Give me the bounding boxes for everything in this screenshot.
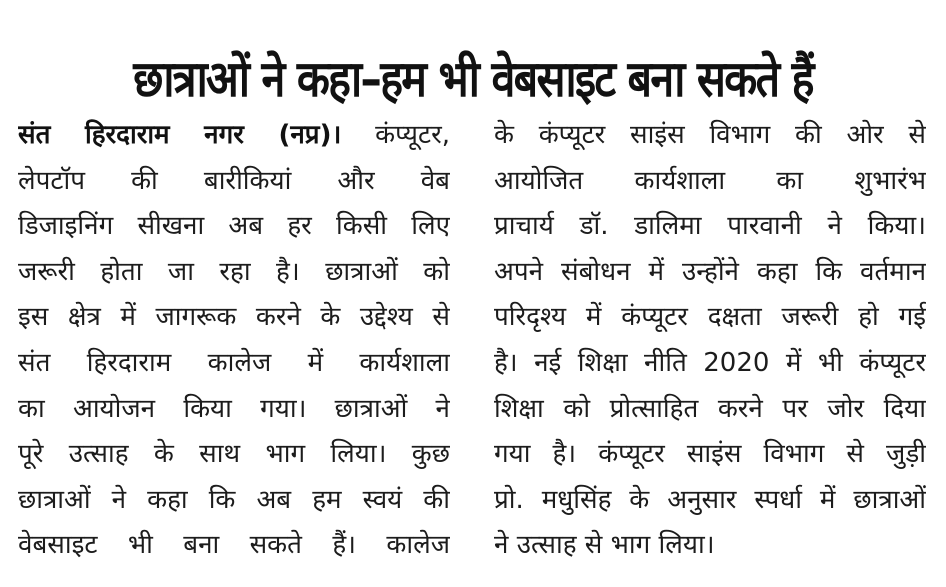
article-line: वेबसाइट भी बना सकते हैं। कालेज [18, 530, 450, 561]
headline: छात्राओं ने कहा–हम भी वेबसाइट बना सकते हैं [133, 49, 813, 108]
article-line: पूरे उत्साह के साथ भाग लिया। कुछ [18, 439, 450, 470]
article-line: प्राचार्य डॉ. डालिमा पारवानी ने किया। [494, 211, 926, 242]
article-line: लेपटॉप की बारीकियां और वेब [18, 165, 450, 196]
article-line: छात्राओं ने कहा कि अब हम स्वयं की [18, 484, 450, 515]
article-line: के कंप्यूटर साइंस विभाग की ओर से [494, 120, 926, 150]
dateline: संत हिरदाराम नगर (नप्र)। [18, 120, 342, 150]
article-line: गया है। कंप्यूटर साइंस विभाग से जुड़ी [494, 439, 926, 470]
article-column-left [18, 113, 450, 569]
article-line: प्रो. मधुसिंह के अनुसार स्पर्धा में छात्राओं [494, 484, 926, 515]
article-line: जरूरी होता जा रहा है। छात्राओं को [18, 256, 450, 287]
article-line: अपने संबोधन में उन्होंने कहा कि वर्तमान [494, 256, 926, 287]
article-column-right [494, 113, 926, 569]
article-line: इस क्षेत्र में जागरूक करने के उद्देश्य से [18, 302, 450, 333]
article-line [18, 113, 450, 159]
article-line: शिक्षा को प्रोत्साहित करने पर जोर दिया [494, 393, 926, 424]
article-line: आयोजित कार्यशाला का शुभारंभ [494, 165, 926, 196]
article-line-text: कंप्यूटर, [341, 120, 450, 150]
article-line: ने उत्साह से भाग लिया। [494, 530, 715, 561]
article-line: का आयोजन किया गया। छात्राओं ने [18, 393, 450, 424]
article-line: डिजाइनिंग सीखना अब हर किसी लिए [18, 211, 450, 242]
article-line: परिदृश्य में कंप्यूटर दक्षता जरूरी हो गई [494, 302, 926, 333]
article-line: संत हिरदाराम कालेज में कार्यशाला [18, 347, 450, 378]
article-line: है। नई शिक्षा नीति 2020 में भी कंप्यूटर [494, 347, 926, 378]
